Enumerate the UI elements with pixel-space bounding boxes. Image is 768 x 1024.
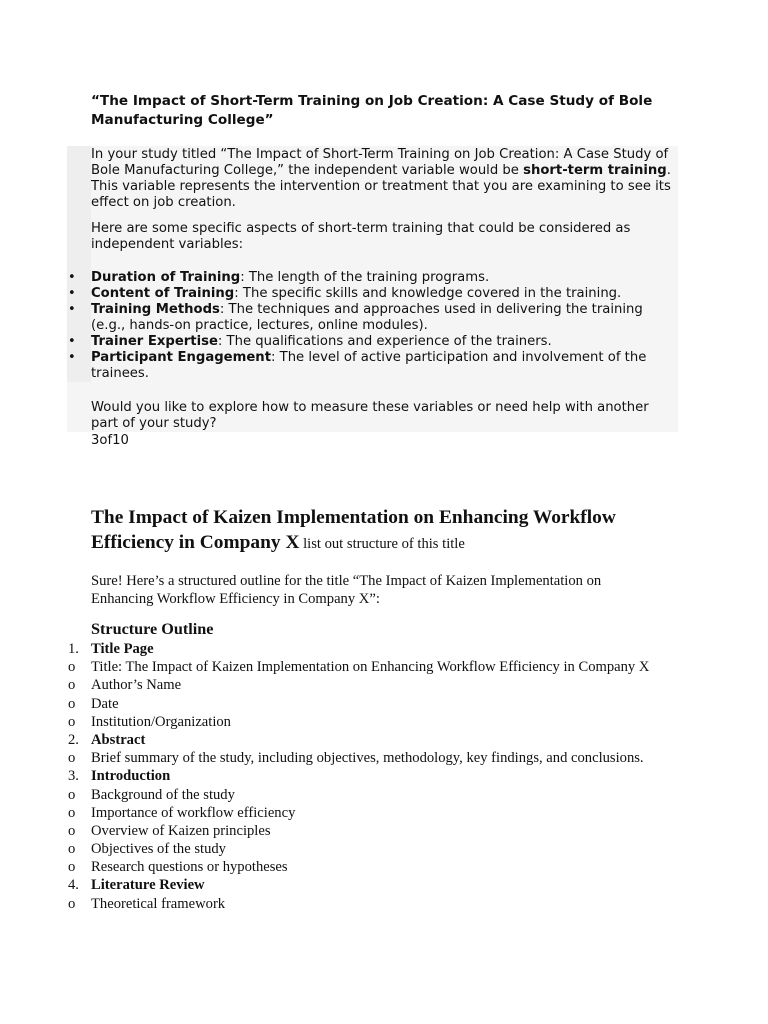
list-marker: o [68,822,76,839]
list-marker: o [68,859,76,876]
outline-item [68,640,708,658]
list-item-desc: : The qualifications and experience of the trainers. [217,334,552,349]
outline-section-title: Abstract [91,731,146,748]
list-item-term: Trainer Expertise [91,334,218,349]
paragraph-outline-intro: Sure! Here’s a structured outline for the title “The Impact of Kaizen Implementation on Enhancing Workflow Efficiency in Company X”: [91,573,602,607]
list-marker: 1. [68,641,79,657]
list-marker: o [68,841,76,858]
list-marker: o [68,659,76,676]
section-1-title: “The Impact of Short-Term Training on Job Creation: A Case Study of Bole Manufacturing College” [91,93,653,128]
list-item [68,350,658,382]
paragraph-aspects-intro: Here are some specific aspects of short-term training that could be considered as independent variables: [91,221,631,252]
list-marker: o [68,786,76,803]
bullet-icon: • [68,270,76,285]
outline-item [68,731,708,749]
outline-item [68,786,708,804]
section-2-title-suffix: list out structure of this title [299,535,465,552]
outline-section-title: Introduction [91,768,171,785]
list-marker: o [68,713,76,730]
list-marker: o [68,750,76,767]
structure-outline-heading: Structure Outline [91,620,214,638]
paragraph-followup-question: Would you like to explore how to measure these variables or need help with another part of your study? [91,400,649,431]
list-item-term: Content of Training [91,286,235,301]
outline-item [68,804,708,822]
outline-subitem-text: Background of the study [91,786,235,803]
outline-subitem-text: Research questions or hypotheses [91,859,288,876]
list-item-term: Duration of Training [91,270,241,285]
outline-item [68,658,708,676]
list-marker: o [68,895,76,912]
paragraph-text: In your study titled “The Impact of Short-Term Training on Job Creation: A Case Study of Bole Manufacturing College,” the independent variable would be [91,147,669,178]
outline-item [68,676,708,694]
list-marker: o [68,804,76,821]
outline-item [68,895,708,913]
list-item-desc: : The specific skills and knowledge covered in the training. [234,286,622,301]
list-marker: 4. [68,877,79,894]
outline-item [68,695,708,713]
bold-term: short-term training [523,163,667,178]
outline-subitem-text: Institution/Organization [91,713,231,730]
section-2-title [91,506,691,556]
list-marker: 3. [68,768,79,785]
bullet-icon: • [68,350,76,365]
page-indicator: 3of10 [91,433,129,448]
outline-section-title: Title Page [91,641,154,657]
list-item-term: Participant Engagement [91,350,271,365]
list-marker: o [68,695,76,712]
outline-item [68,822,708,840]
outline-item [68,876,708,894]
outline-item [68,858,708,876]
outline-subitem-text: Theoretical framework [91,895,226,912]
paragraph-text: . This variable represents the intervention or treatment that you are examining to see its effect on job creation. [91,163,671,210]
list-marker: o [68,677,76,694]
outline-subitem-text: Objectives of the study [91,841,226,858]
outline-item [68,840,708,858]
list-item-term: Training Methods [91,302,220,317]
list-item-desc: : The level of active participation and involvement of the trainees. [91,350,647,381]
bullet-icon: • [68,286,76,301]
structure-outline-list [68,640,708,913]
list-marker: 2. [68,731,79,748]
outline-item [68,767,708,785]
list-item [68,302,658,334]
list-item [68,270,658,286]
outline-subitem-text: Date [91,695,119,712]
outline-subitem-text: Importance of workflow efficiency [91,804,296,821]
list-item-desc: : The techniques and approaches used in delivering the training (e.g., hands-on practice, lectures, online modules). [91,302,643,333]
outline-subitem-text: Overview of Kaizen principles [91,822,271,839]
outline-subitem-text: Author’s Name [91,677,182,694]
outline-item [68,713,708,731]
outline-item [68,749,708,767]
outline-subitem-text: Brief summary of the study, including objectives, methodology, key findings, and conclusions. [91,750,644,767]
list-item-desc: : The length of the training programs. [240,270,490,285]
bullet-icon: • [68,334,76,349]
list-item [68,334,658,350]
section-2-title-text: The Impact of Kaizen Implementation on Enhancing Workflow Efficiency in Company X [91,507,616,553]
outline-subitem-text: Title: The Impact of Kaizen Implementation on Enhancing Workflow Efficiency in Company X [91,659,650,676]
paragraph-independent-variable [91,147,677,211]
outline-section-title: Literature Review [91,877,205,894]
list-item [68,286,658,302]
bullet-icon: • [68,302,76,317]
aspects-bullet-list [68,270,658,382]
